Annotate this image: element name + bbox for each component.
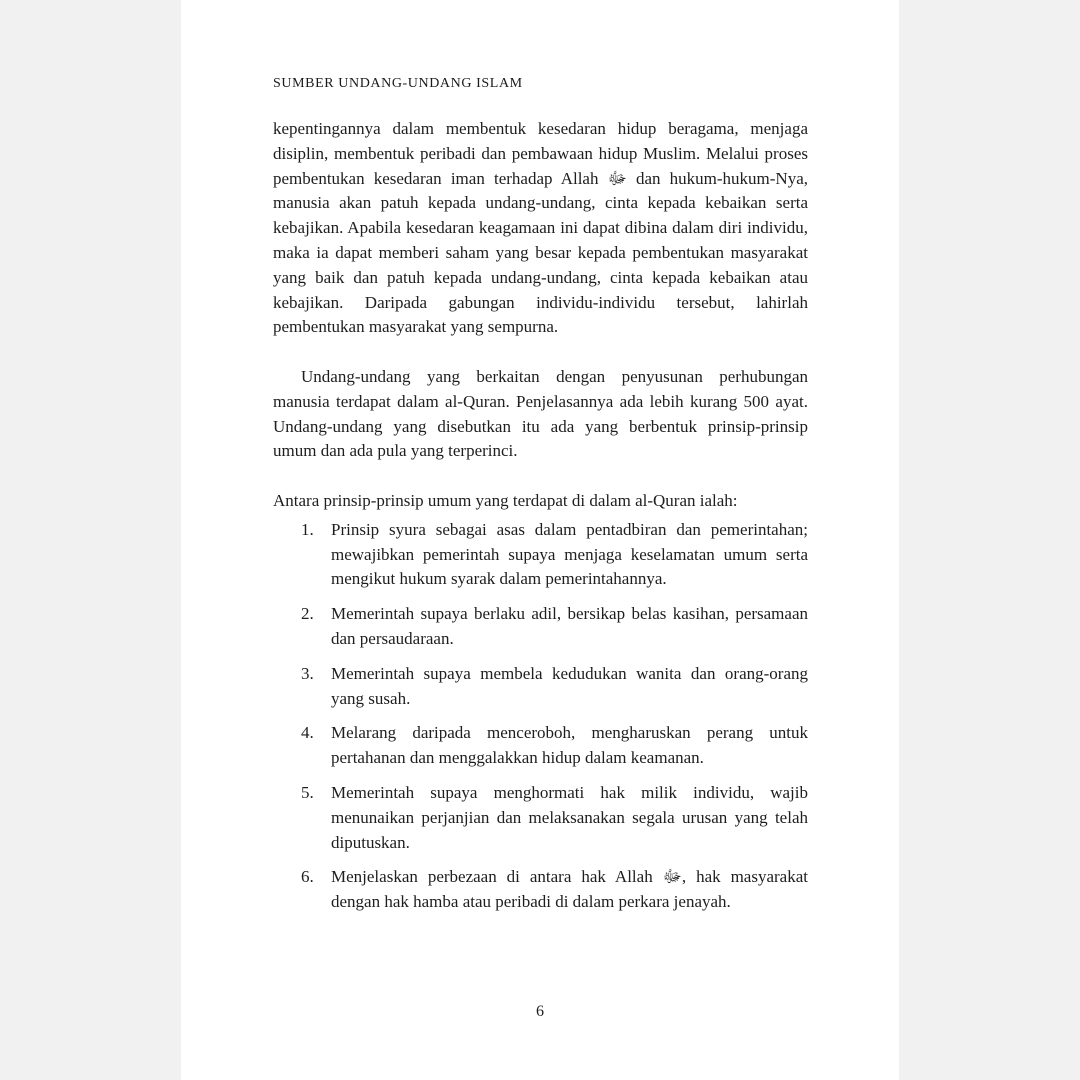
running-head: SUMBER UNDANG-UNDANG ISLAM — [273, 76, 523, 91]
list-item-text: Memerintah supaya berlaku adil, bersikap belas kasihan, persamaan dan persaudaraan. — [331, 604, 808, 648]
list-item-text: Melarang daripada menceroboh, mengharuskan perang untuk pertahanan dan menggalakkan hidup dalam keamanan. — [331, 723, 808, 768]
paragraph: Undang-undang yang berkaitan dengan penyusunan perhubungan manusia terdapat dalam al-Quran. Penjelasannya ada lebih kurang 500 ayat. Undang-undang yang disebutkan itu ada yang berbentuk prinsip-prinsip umum dan ada pula yang terperinci. — [273, 366, 808, 461]
page-number: 6 — [536, 1003, 544, 1020]
list-item-text: Prinsip syura sebagai asas dalam pentadbiran dan pemerintahan; mewajibkan pemerintah supaya menjaga keselamatan umum serta mengikut hukum syarak dalam pemerintahannya. — [331, 519, 808, 589]
list-intro: Antara prinsip-prinsip umum yang terdapat di dalam al-Quran ialah: — [273, 490, 738, 510]
list-item — [301, 865, 808, 915]
list-item-number: 5. — [301, 782, 314, 802]
list-item-text: Memerintah supaya menghormati hak milik individu, wajib menunaikan perjanjian dan melaksanakan segala urusan yang telah diputuskan. — [331, 782, 808, 852]
list-item-number: 1. — [301, 519, 314, 539]
list-item — [301, 781, 808, 855]
book-page — [181, 0, 899, 1080]
list-item-text: Memerintah supaya membela kedudukan wanita dan orang-orang yang susah. — [331, 663, 808, 708]
list-item — [301, 518, 808, 592]
list-item-number: 4. — [301, 723, 314, 743]
list-item — [301, 662, 808, 712]
list-item — [301, 602, 808, 652]
list-item-text: Menjelaskan perbezaan di antara hak Allah ﷻ, hak masyarakat dengan hak hamba atau peribadi di dalam perkara jenayah. — [331, 867, 808, 912]
list-item-number: 6. — [301, 867, 314, 887]
list-item-number: 2. — [301, 604, 314, 624]
paragraph: kepentingannya dalam membentuk kesedaran hidup beragama, menjaga disiplin, membentuk peribadi dan pembawaan hidup Muslim. Melalui proses pembentukan kesedaran iman terhadap Allah ﷻ dan hukum-hukum-Nya, manusia akan patuh kepada undang-undang, cinta kepada kebaikan serta kebajikan. Apabila kesedaran keagamaan ini dapat dibina dalam diri individu, maka ia dapat memberi saham yang besar kepada pembentukan masyarakat yang baik dan patuh kepada undang-undang, cinta kepada kebaikan atau kebajikan. Daripada gabungan individu-individu tersebut, lahirlah pembentukan masyarakat yang sempurna. — [273, 119, 808, 337]
principles-list — [273, 518, 808, 915]
body-text — [273, 117, 808, 925]
list-item-number: 3. — [301, 663, 314, 683]
list-item — [301, 721, 808, 771]
